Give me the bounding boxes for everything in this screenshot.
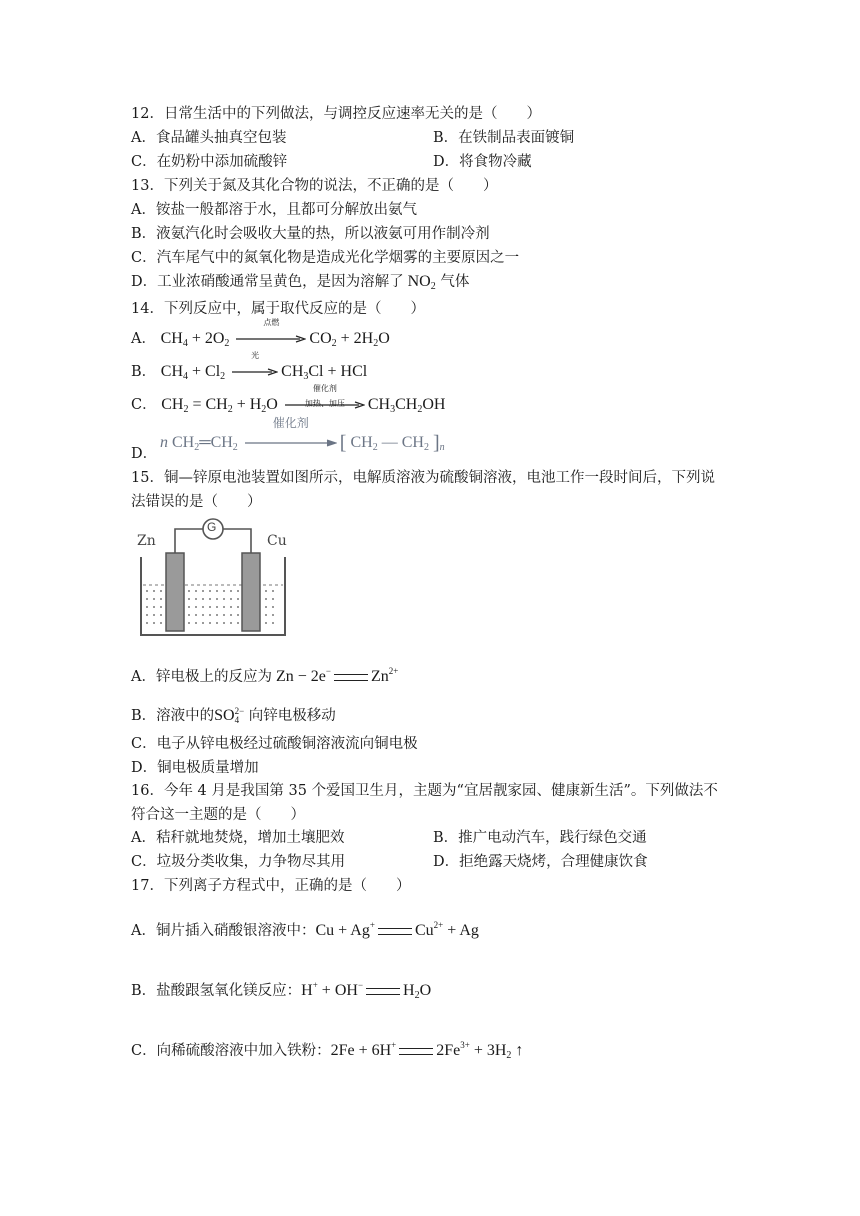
q13-option-d-text: D．工业浓硝酸通常呈黄色，是因为溶解了 xyxy=(131,274,404,290)
q14-c-equation: $CH_2 = CH_2 + H_2O$ 催化剂 加热、加压 $CH_3CH_2OH$ xyxy=(161,384,446,415)
q16-stem-line2: 符合这一主题的是（ ） xyxy=(131,807,305,823)
q15-stem-line1: 15．铜—锌原电池装置如图所示，电解质溶液为硫酸铜溶液，电池工作一段时间后，下列说 xyxy=(131,470,715,486)
q17-c-equation: 2Fe + 6H+ $2Fe^{3+} + 3H_2$ ↑ xyxy=(330,1040,524,1061)
reaction-arrow: 催化剂 加热、加压 xyxy=(285,395,365,415)
q12-option-b: B．在铁制品表面镀铜 xyxy=(433,130,575,146)
cu-electrode-label: Cu xyxy=(267,533,287,549)
q13-option-d xyxy=(131,272,469,297)
q17-a-equation: Cu + Ag+ $Cu^{2+} + Ag$ xyxy=(315,920,479,939)
sulfate-ion-formula: SO 2− 4 xyxy=(214,706,245,726)
q13-option-a: A．铵盐一般都溶于水，且都可分解放出氨气 xyxy=(131,202,417,218)
q13-option-b: B．液氨汽化时会吸收大量的热，所以液氨可用作制冷剂 xyxy=(131,226,490,242)
q16-option-b: B．推广电动汽车，践行绿色交通 xyxy=(433,830,647,846)
galvanic-cell-figure xyxy=(131,517,291,639)
q12-option-c: C．在奶粉中添加硫酸锌 xyxy=(131,154,288,170)
q17-b-equation: H+ + OH− $H_2O$ xyxy=(301,980,432,1001)
equals-sign xyxy=(399,1048,433,1055)
q14-b-equation: $CH_4 + Cl_2$ 光 $CH_3Cl$ + HCl xyxy=(160,351,368,382)
q14-option-d-label: D． xyxy=(131,446,158,462)
q12-stem: 12．日常生活中的下列做法，与调控反应速率无关的是（ ） xyxy=(131,106,541,122)
q13-option-c: C．汽车尾气中的氮氧化物是造成光化学烟雾的主要原因之一 xyxy=(131,250,520,266)
galvanometer-label: G xyxy=(207,520,217,534)
q17-option-a: A．铜片插入硝酸银溶液中：Cu + Ag+ $Cu^{2+} + Ag$ xyxy=(131,920,479,939)
q14-option-b: B． $CH_4 + Cl_2$ 光 $CH_3Cl$ + HCl xyxy=(131,351,368,382)
q15-option-a: A．锌电极上的反应为 Zn − 2e− $Zn^{2+}$ xyxy=(131,666,399,685)
q17-option-b: B．盐酸跟氢氧化镁反应：H+ + OH− $H_2O$ xyxy=(131,980,432,1001)
equals-sign xyxy=(378,928,412,935)
equals-sign xyxy=(366,988,400,995)
reaction-arrow: 光 xyxy=(232,362,278,382)
q14-a-equation: $CH_4 + 2O_2$ 点燃 $CO_2 + 2H_2O$ xyxy=(160,318,390,349)
equals-sign xyxy=(334,674,368,681)
reaction-arrow: 点燃 xyxy=(236,329,306,349)
q14-option-c: C． $CH_2 = CH_2 + H_2O$ 催化剂 加热、加压 $CH_3CH_2OH$ xyxy=(131,384,446,415)
q16-option-c: C．垃圾分类收集，力争物尽其用 xyxy=(131,854,346,870)
q14-d-equation: n $CH_2═CH_2$ 催化剂 [ $CH_2$ — $CH_2$ ]$_n$ xyxy=(160,416,445,454)
q15-option-d: D．铜电极质量增加 xyxy=(131,760,259,776)
q15-stem-line2: 法错误的是（ ） xyxy=(131,494,262,510)
reaction-arrow: 催化剂 xyxy=(245,433,337,453)
q17-stem: 17．下列离子方程式中，正确的是（ ） xyxy=(131,878,411,894)
q15-option-c: C．电子从锌电极经过硫酸铜溶液流向铜电极 xyxy=(131,736,418,752)
q16-option-a: A．秸秆就地焚烧，增加土壤肥效 xyxy=(131,830,345,846)
q12-option-a: A．食品罐头抽真空包装 xyxy=(131,130,287,146)
q16-stem-line1: 16．今年 4 月是我国第 35 个爱国卫生月，主题为“宜居靓家园、健康新生活”。下列做法不 xyxy=(131,783,718,799)
q15-option-b: B．溶液中的SO 2− 4 向锌电极移动 xyxy=(131,706,336,726)
q13-stem: 13．下列关于氮及其化合物的说法，不正确的是（ ） xyxy=(131,178,498,194)
q16-option-d: D．拒绝露天烧烤，合理健康饮食 xyxy=(433,854,648,870)
q17-option-c: C．向稀硫酸溶液中加入铁粉：2Fe + 6H+ $2Fe^{3+} + 3H_2$ ↑ xyxy=(131,1040,524,1061)
q14-stem: 14．下列反应中，属于取代反应的是（ ） xyxy=(131,301,425,317)
zinc-oxidation-equation: Zn − 2e− $Zn^{2+}$ xyxy=(271,666,399,685)
q13-option-d-tail: 气体 xyxy=(435,274,470,290)
zn-electrode-label: Zn xyxy=(137,533,156,549)
q14-option-a: A． $CH_4 + 2O_2$ 点燃 $CO_2 + 2H_2O$ xyxy=(131,318,390,349)
q12-option-d: D．将食物冷藏 xyxy=(433,154,532,170)
no2-formula: $NO_2$ xyxy=(407,273,436,292)
